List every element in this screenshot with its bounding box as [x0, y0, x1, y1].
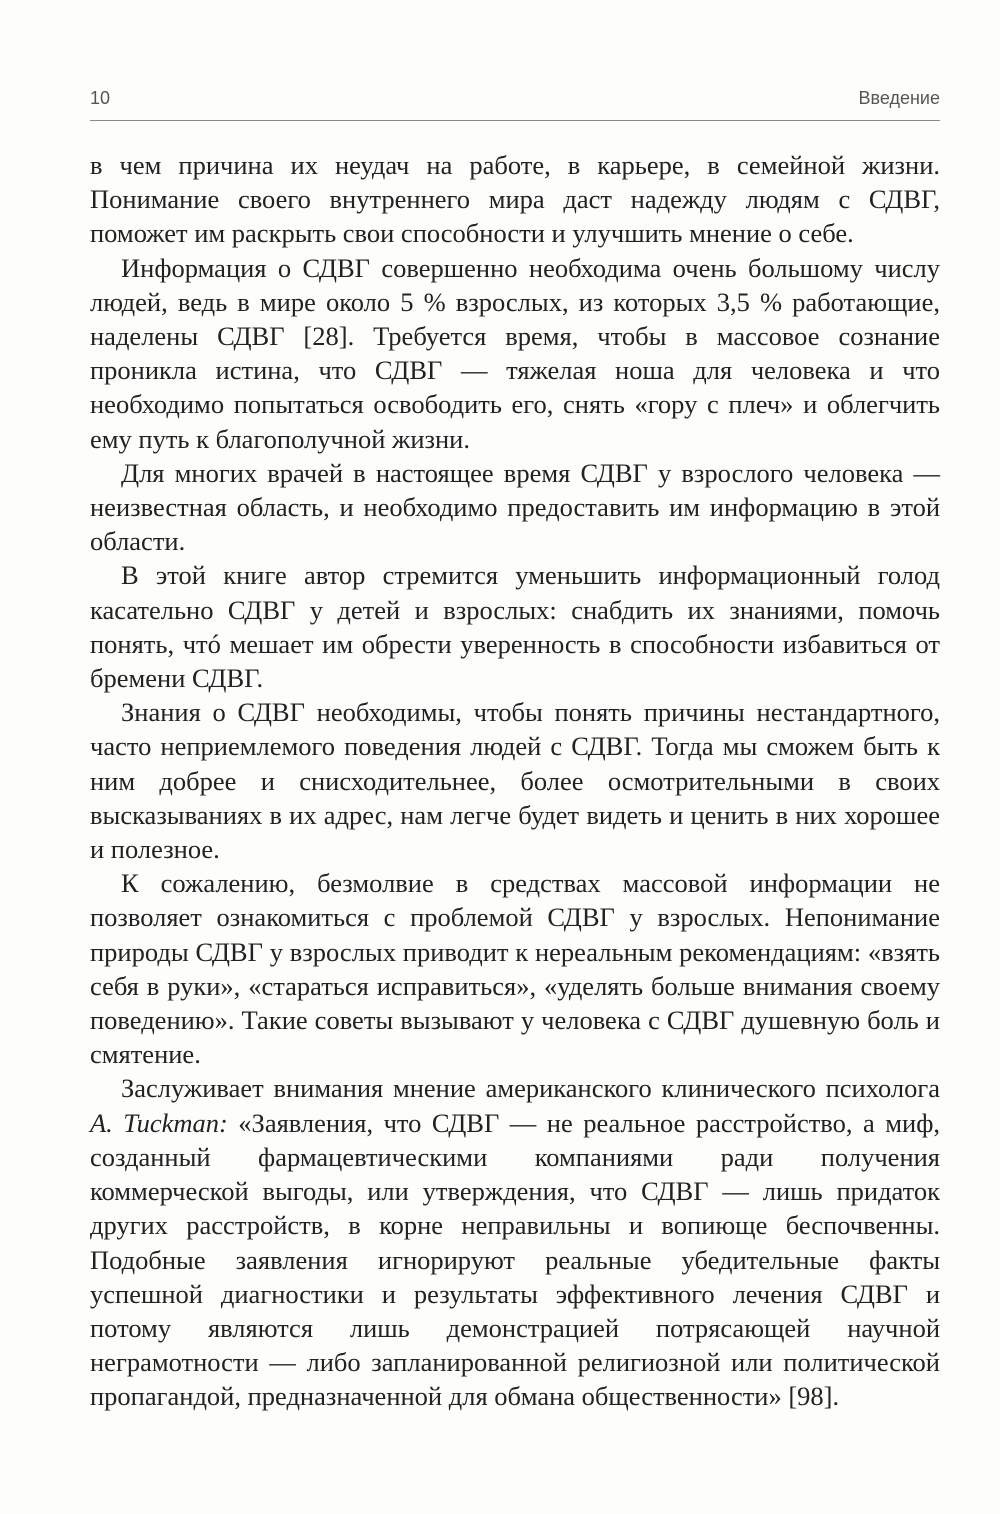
section-title: Введение	[858, 88, 940, 108]
running-header	[90, 88, 940, 121]
body-text	[90, 148, 940, 1414]
paragraph-7-lead: Заслуживает внимания мнение американского клинического психолога	[121, 1073, 940, 1104]
page-number: 10	[90, 88, 111, 108]
paragraph-7	[90, 1071, 940, 1413]
paragraph-5: Знания о СДВГ необходимы, чтобы понять причины нестандартного, часто неприемлемого поведения людей с СДВГ. Тогда мы сможем быть к ним добрее и снисходительнее, более осмотрительными в своих высказываниях в их адрес, нам легче будет видеть и ценить в них хорошее и полезное.	[90, 697, 940, 865]
cited-author-name: A. Tuckman:	[90, 1107, 228, 1138]
paragraph-7-quote: «Заявления, что СДВГ — не реальное расстройство, а миф, созданный фармацевтическими компаниями ради получения коммерческой выгоды, или утверждения, что СДВГ — лишь придаток других расстройств, в корне неправильны и вопиюще беспочвенны. Подобные заявления игнорируют реальные убедительные факты успешной диагностики и результаты эффективного лечения СДВГ и потому являются лишь демонстрацией потрясающей научной неграмотности — либо запланированной религиозной или политической пропагандой, предназначенной для обмана общественности» [98].	[90, 1107, 940, 1412]
paragraph-2: Информация о СДВГ совершенно необходима очень большому числу людей, ведь в мире около 5 % взрослых, из которых 3,5 % работающие, наделены СДВГ [28]. Требуется время, чтобы в массовое сознание проникла истина, что СДВГ — тяжелая ноша для человека и что необходимо попытаться освободить его, снять «гору с плеч» и облегчить ему путь к благополучной жизни.	[90, 252, 940, 454]
paragraph-6: К сожалению, безмолвие в средствах массовой информации не позволяет ознакомиться с проблемой СДВГ у взрослых. Непонимание природы СДВГ у взрослых приводит к нереальным рекомендациям: «взять себя в руки», «стараться исправиться», «уделять больше внимания своему поведению». Такие советы вызывают у человека с СДВГ душевную боль и смятение.	[90, 868, 940, 1070]
paragraph-1: в чем причина их неудач на работе, в карьере, в семейной жизни. Понимание своего внутреннего мира даст надежду людям с СДВГ, поможет им раскрыть свои способности и улучшить мнение о себе.	[90, 150, 940, 249]
paragraph-4: В этой книге автор стремится уменьшить информационный голод касательно СДВГ у детей и взрослых: снабдить их знаниями, помочь понять, чтó мешает им обрести уверенность в способности избавиться от бремени СДВГ.	[90, 560, 940, 694]
paragraph-3: Для многих врачей в настоящее время СДВГ у взрослого человека — неизвестная область, и необходимо предоставить им информацию в этой области.	[90, 457, 940, 557]
